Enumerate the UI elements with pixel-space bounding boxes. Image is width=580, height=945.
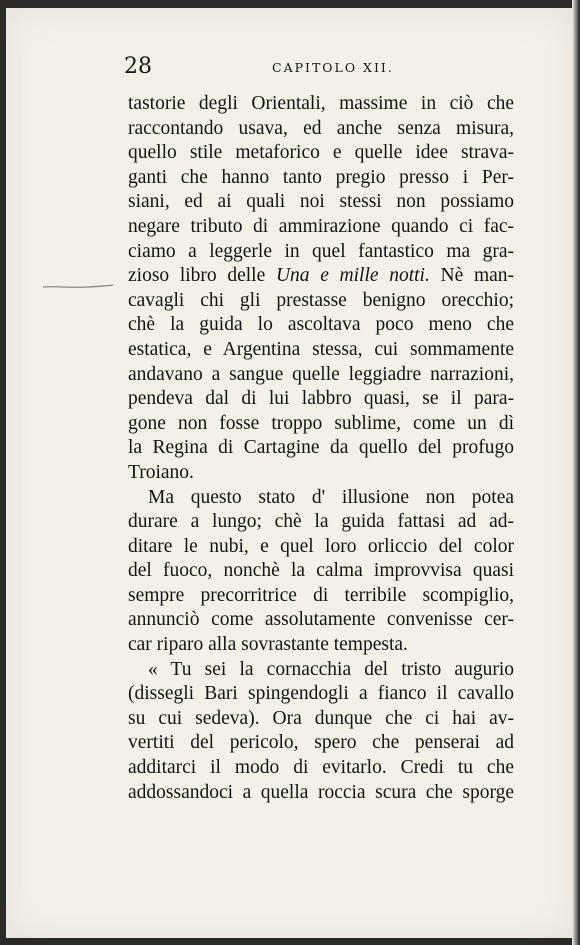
text-line: « Tu sei la cornacchia del tristo augurio <box>148 658 514 680</box>
text-line: vertiti del pericolo, spero che penserai ad <box>128 732 514 754</box>
text-line: del fuoco, nonchè la calma improvvisa quasi <box>128 560 514 582</box>
text-line: gone non fosse troppo sublime, come un dì <box>128 412 514 434</box>
text-line: additarci il modo di evitarlo. Credi tu che <box>128 757 514 779</box>
running-head: CAPITOLO XII. <box>272 60 394 75</box>
text-line: (dissegli Bari spingendogli a fianco il cavallo <box>128 683 514 705</box>
text-run: Nè man- <box>429 265 515 287</box>
body-text <box>128 92 514 805</box>
text-line: pendeva dal di lui labbro quasi, se il para- <box>128 388 514 410</box>
text-line: sempre precorritrice di terribile scompiglio, <box>128 584 514 606</box>
text-line: estatica, e Argentina stessa, cui sommamente <box>128 338 514 360</box>
text-line: Troiano. <box>128 461 194 483</box>
text-line: ciamo a leggerle in quel fantastico ma gra- <box>128 240 514 262</box>
text-line: negare tributo di ammirazione quando ci fac- <box>128 215 514 237</box>
text-line: cavagli chi gli prestasse benigno orecchio; <box>128 289 514 311</box>
text-line: la Regina di Cartagine da quello del profugo <box>128 437 514 459</box>
page-number: 28 <box>124 54 152 79</box>
text-line: tastorie degli Orientali, massime in ciò che <box>128 93 514 114</box>
margin-pencil-mark <box>42 283 114 291</box>
text-line: quello stile metaforico e quelle idee strava- <box>128 142 514 164</box>
text-line: chè la guida lo ascoltava poco meno che <box>128 314 514 336</box>
text-run: zioso libro delle <box>128 265 276 287</box>
text-line: su cui sedeva). Ora dunque che ci hai av- <box>128 707 514 729</box>
text-line: durare a lungo; chè la guida fattasi ad ad- <box>128 511 514 533</box>
book-title-italic: Una e mille notti. <box>275 265 430 287</box>
text-line: ganti che hanno tanto pregio presso i Per- <box>128 166 514 188</box>
page-edge-shadow <box>572 0 580 945</box>
text-line: annunciò come assolutamente convenisse cer- <box>128 609 514 631</box>
text-line <box>128 264 514 289</box>
text-line: car riparo alla sovrastante tempesta. <box>128 634 408 656</box>
text-line: raccontando usava, ed anche senza misura, <box>128 117 514 139</box>
text-line: andavano a sangue quelle leggiadre narrazioni, <box>128 363 514 385</box>
text-line: ditare le nubi, e quel loro orliccio del color <box>128 535 514 557</box>
text-line: Ma questo stato d' illusione non potea <box>148 486 514 508</box>
text-line: siani, ed ai quali noi stessi non possiamo <box>128 191 514 213</box>
text-line: addossandoci a quella roccia scura che sporge <box>128 781 514 803</box>
page-header <box>124 52 514 82</box>
